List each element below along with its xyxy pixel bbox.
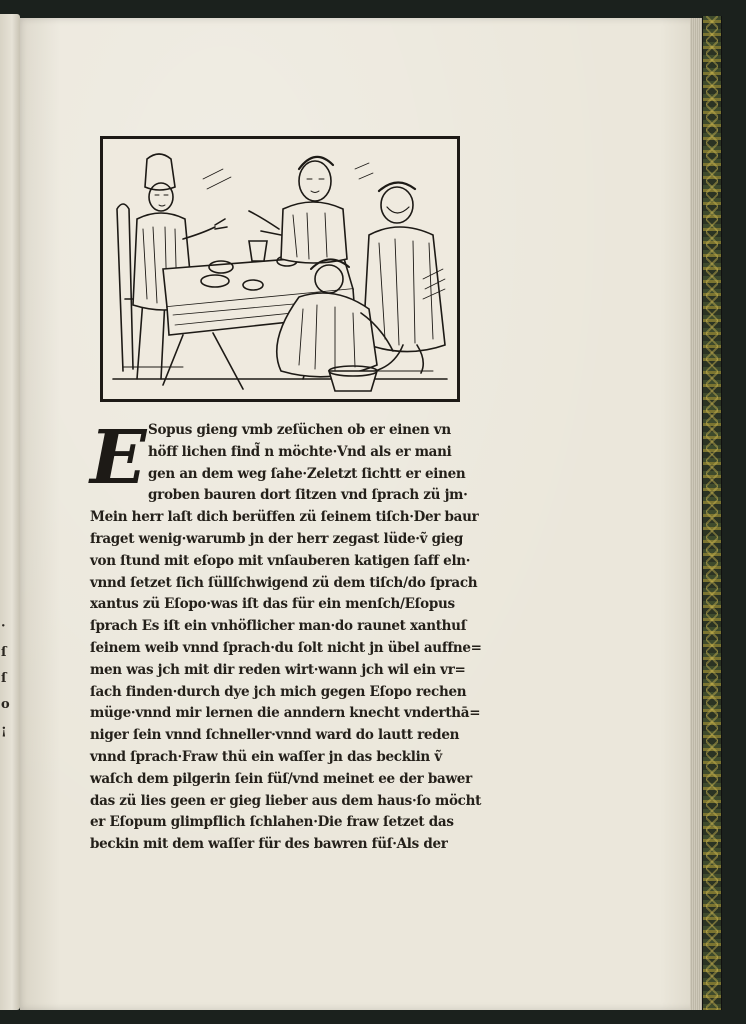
- drop-cap-initial: E: [90, 415, 147, 501]
- facing-page-edge: [0, 14, 20, 1010]
- text-line: müge·vnnd mir lernen die anndern knecht vnderthā=: [90, 705, 481, 722]
- text-line: das zü lies geen er gieg lieber aus dem haus·ſo möcht: [90, 792, 482, 809]
- text-line: men was jch mit dir reden wirt·wann jch wil ein vr=: [90, 661, 466, 678]
- body-text: [90, 415, 520, 856]
- text-line: ſach finden·durch dye jch mich gegen Eſopo rechen: [90, 683, 467, 700]
- text-line: vnnd ſprach·Fraw thü ein waſſer jn das becklin ṽ: [90, 748, 442, 765]
- text-line: ſprach Es iſt ein vnhöflicher man·do raunet xanthuſ: [90, 618, 467, 635]
- text-line: ſeinem weib vnnd ſprach·du ſolt nicht jn übel auffne=: [90, 639, 482, 656]
- text-line: beckin mit dem waſſer für des bawren füſ·Als der: [90, 836, 448, 853]
- text-line: höff lichen find̃ n möchte·Vnd als er mani: [148, 443, 452, 460]
- text-line: vnnd ſetzet ſich ſüllſchwigend zü dem tiſch/do ſprach: [90, 574, 478, 591]
- text-line: xantus zü Eſopo·was iſt das für ein menſch/Eſopus: [90, 596, 455, 613]
- text-line: Sopus gieng vmb zeſüchen ob er einen vn: [148, 422, 451, 438]
- text-line: waſch dem pilgerin ſein füſ/vnd meinet ee der bawer: [90, 770, 472, 787]
- text-line: gen an dem weg ſahe·Zeletzt ſichtt er einen: [148, 465, 466, 482]
- text-line: niger ſein vnnd ſchneller·vnnd ward do lautt reden: [90, 727, 460, 744]
- text-line: von ſtund mit eſopo mit vnſauberen katigen ſaff eln·: [90, 552, 471, 569]
- facing-page-marks: · ſ ſ o ¡: [1, 619, 10, 738]
- decorative-binding-strip: [702, 16, 722, 1010]
- text-line: Mein herr laſt dich berüffen zü ſeinem tiſch·Der baur: [90, 509, 479, 526]
- text-line: er Eſopum glimpflich ſchlahen·Die fraw ſetzet das: [90, 814, 454, 831]
- woodcut-illustration: [100, 136, 460, 402]
- page-stack-edge: [690, 18, 702, 1010]
- text-line: fraget wenig·warumb jn der herr zegast lüde·ṽ gieg: [90, 530, 464, 547]
- text-line: groben bauren dort ſitzen vnd ſprach zü jm·: [148, 487, 468, 504]
- woodcut-scene: [103, 139, 457, 399]
